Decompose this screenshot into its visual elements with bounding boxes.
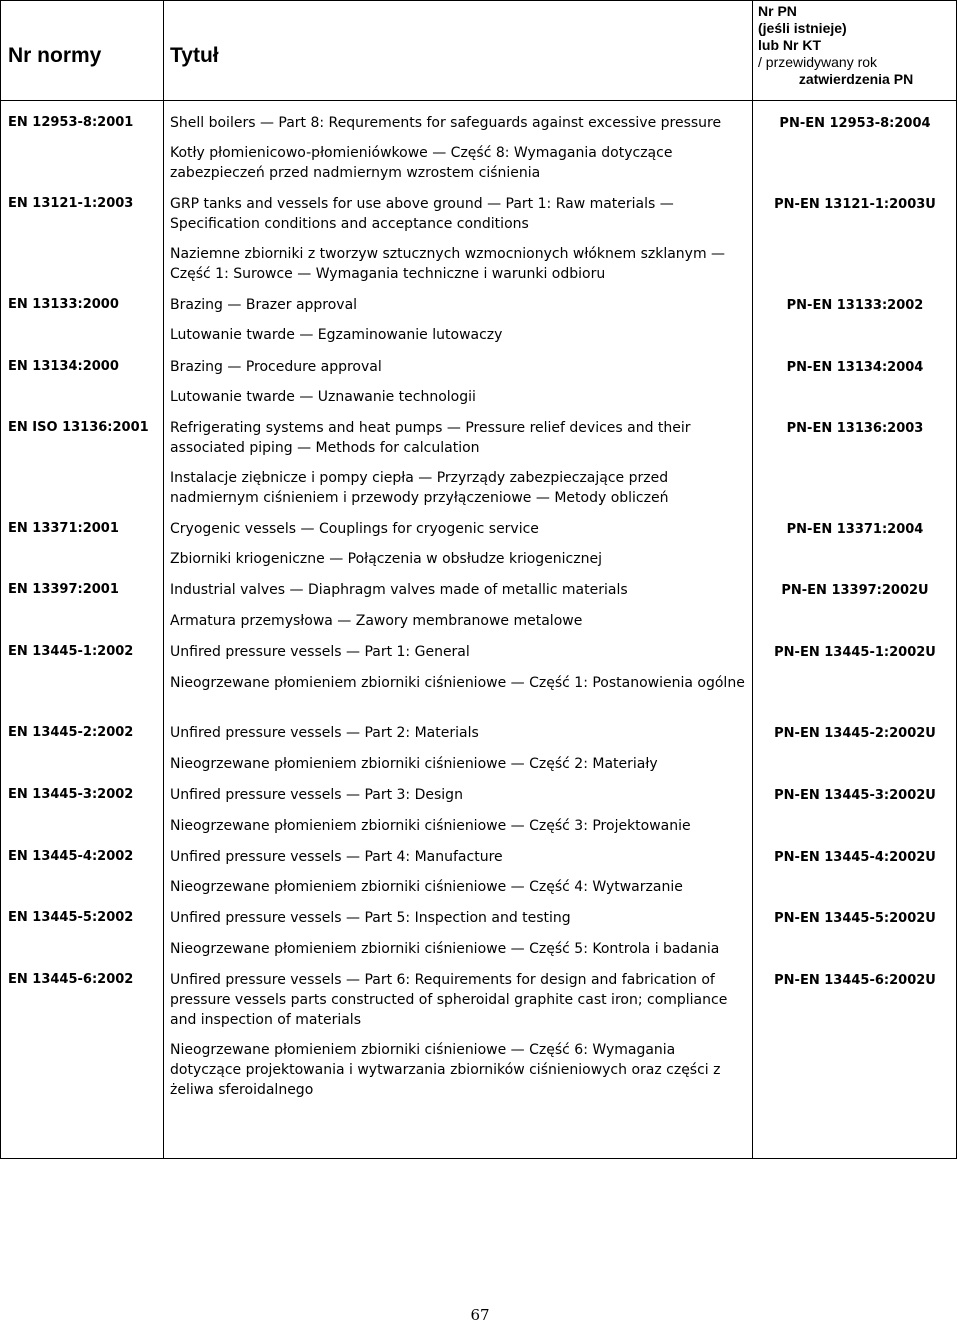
standard-number: EN ISO 13136:2001	[8, 420, 149, 435]
title-en: Shell boilers — Part 8: Requrements for safeguards against excessive pressure	[170, 115, 722, 131]
title-pl: Kotły płomienicowo-płomieniówkowe — Część 8: Wymagania dotyczące zabezpieczeń przed nadmiernym wzrostem ciśnienia	[170, 145, 673, 181]
standard-number: EN 13445-5:2002	[8, 910, 134, 925]
title-pl: Lutowanie twarde — Uznawanie technologii	[170, 389, 476, 405]
title-pl: Naziemne zbiorniki z tworzyw sztucznych wzmocnionych włóknem szklanym — Część 1: Surowce — Wymagania techniczne i warunki odbioru	[170, 246, 726, 282]
standard-number: EN 13445-1:2002	[8, 644, 134, 659]
title-en: Brazing — Procedure approval	[170, 359, 382, 375]
pn-number: PN-EN 13445-3:2002U	[774, 788, 936, 803]
page-number: 67	[470, 1306, 490, 1324]
standard-number: EN 13445-6:2002	[8, 972, 134, 987]
title-pl: Armatura przemysłowa — Zawory membranowe metalowe	[170, 613, 583, 629]
standard-number: EN 13445-2:2002	[8, 725, 134, 740]
pn-number: PN-EN 13121-1:2003U	[774, 197, 936, 212]
pn-number: PN-EN 13397:2002U	[781, 583, 929, 598]
pn-number: PN-EN 12953-8:2004	[779, 116, 931, 131]
title-en: Unfired pressure vessels — Part 4: Manufacture	[170, 849, 503, 865]
title-pl: Nieogrzewane płomieniem zbiorniki ciśnieniowe — Część 5: Kontrola i badania	[170, 941, 720, 957]
pn-number: PN-EN 13371:2004	[786, 522, 924, 537]
title-pl: Nieogrzewane płomieniem zbiorniki ciśnieniowe — Część 4: Wytwarzanie	[170, 879, 683, 895]
standard-number: EN 13121-1:2003	[8, 196, 134, 211]
pn-number: PN-EN 13133:2002	[786, 298, 924, 313]
title-en: GRP tanks and vessels for use above ground — Part 1: Raw materials — Specification conditions and acceptance conditions	[170, 196, 674, 232]
title-en: Cryogenic vessels — Couplings for cryogenic service	[170, 521, 539, 537]
pn-number: PN-EN 13445-4:2002U	[774, 850, 936, 865]
pn-number: PN-EN 13445-2:2002U	[774, 726, 936, 741]
header-pn-line: (jeśli istnieje)	[758, 20, 847, 36]
title-en: Unfired pressure vessels — Part 6: Requirements for design and fabrication of pressure vessels parts constructed of spheroidal graphite cast iron; compliance and inspection of materials	[170, 972, 728, 1028]
header-divider	[0, 100, 957, 101]
title-en: Unfired pressure vessels — Part 2: Materials	[170, 725, 479, 741]
header-pn-number	[758, 3, 954, 88]
pn-number: PN-EN 13136:2003	[786, 421, 924, 436]
title-en: Unfired pressure vessels — Part 3: Design	[170, 787, 463, 803]
standard-number: EN 13371:2001	[8, 521, 119, 536]
header-pn-line: / przewidywany rok	[758, 54, 878, 70]
header-standard-number: Nr normy	[8, 44, 102, 67]
standard-number: EN 13397:2001	[8, 582, 119, 597]
title-en: Refrigerating systems and heat pumps — Pressure relief devices and their associated piping — Methods for calculation	[170, 420, 691, 456]
standard-number: EN 13445-4:2002	[8, 849, 134, 864]
standard-number: EN 13134:2000	[8, 359, 119, 374]
standard-number: EN 13445-3:2002	[8, 787, 134, 802]
title-pl: Nieogrzewane płomieniem zbiorniki ciśnieniowe — Część 6: Wymagania dotyczące projektowania i wytwarzania zbiorników ciśnieniowych oraz części z żeliwa sferoidalnego	[170, 1042, 721, 1098]
title-pl: Zbiorniki kriogeniczne — Połączenia w obsłudze kriogenicznej	[170, 551, 602, 567]
pn-number: PN-EN 13445-6:2002U	[774, 973, 936, 988]
title-en: Unfired pressure vessels — Part 5: Inspection and testing	[170, 910, 571, 926]
title-pl: Lutowanie twarde — Egzaminowanie lutowaczy	[170, 327, 503, 343]
standard-number: EN 13133:2000	[8, 297, 119, 312]
title-pl: Instalacje ziębnicze i pompy ciepła — Przyrządy zabezpieczające przed nadmiernym ciśnieniem i przewody przyłączeniowe — Metody obliczeń	[170, 470, 669, 506]
title-en: Unfired pressure vessels — Part 1: General	[170, 644, 470, 660]
title-en: Brazing — Brazer approval	[170, 297, 358, 313]
title-en: Industrial valves — Diaphragm valves made of metallic materials	[170, 582, 628, 598]
pn-number: PN-EN 13445-1:2002U	[774, 645, 936, 660]
standard-number: EN 12953-8:2001	[8, 115, 134, 130]
header-pn-line: Nr PN	[758, 3, 797, 19]
header-title: Tytuł	[170, 44, 219, 67]
pn-number: PN-EN 13445-5:2002U	[774, 911, 936, 926]
title-pl: Nieogrzewane płomieniem zbiorniki ciśnieniowe — Część 1: Postanowienia ogólne	[170, 675, 745, 691]
column-divider	[163, 0, 164, 1159]
title-pl: Nieogrzewane płomieniem zbiorniki ciśnieniowe — Część 3: Projektowanie	[170, 818, 691, 834]
header-pn-line: lub Nr KT	[758, 37, 821, 53]
header-pn-line: zatwierdzenia PN	[798, 71, 914, 87]
pn-number: PN-EN 13134:2004	[786, 360, 924, 375]
title-pl: Nieogrzewane płomieniem zbiorniki ciśnieniowe — Część 2: Materiały	[170, 756, 658, 772]
